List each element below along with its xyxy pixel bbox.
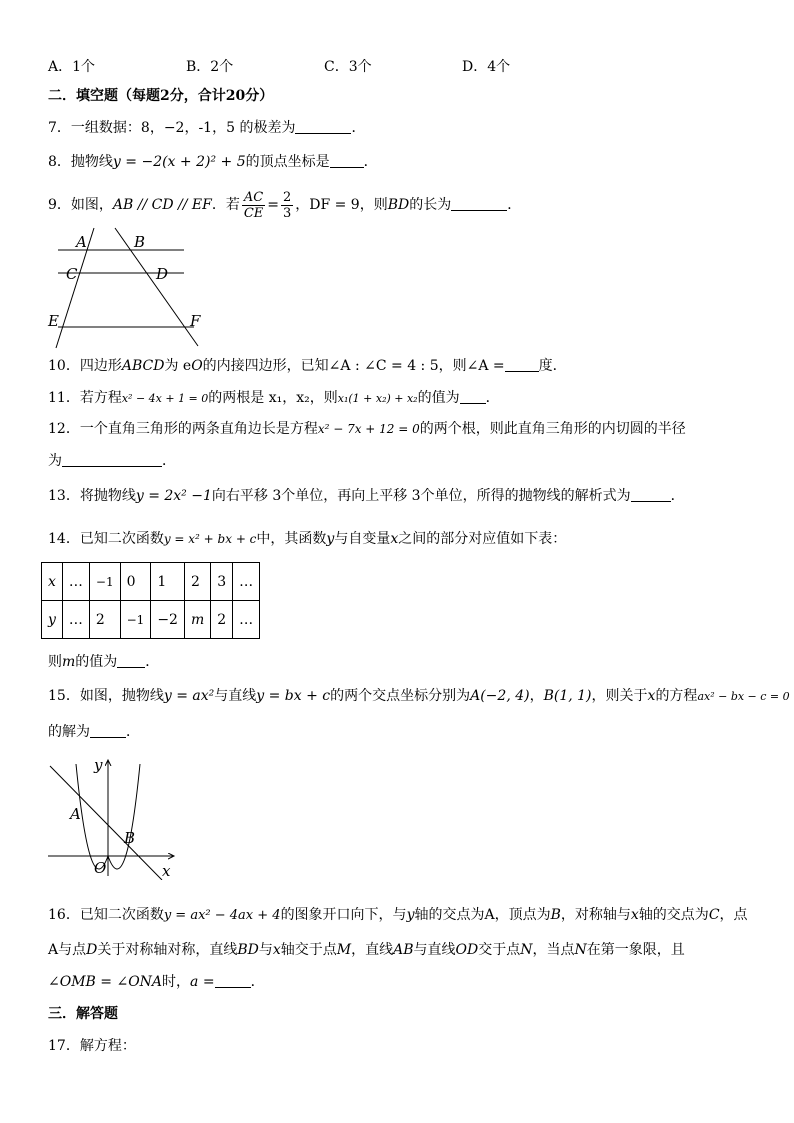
q8-pre: 8．抛物线 bbox=[48, 154, 113, 170]
value-table bbox=[41, 562, 260, 639]
q10-pre: 10．四边形 bbox=[48, 358, 122, 374]
q16-l2-mid7: ，当点 bbox=[532, 942, 575, 958]
question-10 bbox=[48, 356, 567, 376]
q8-formula: y = −2(x + 2)² + 5 bbox=[112, 154, 246, 170]
table-row bbox=[42, 601, 260, 639]
option-a: A．1个 bbox=[48, 59, 96, 75]
q14-eq: y = x² + bx + c bbox=[163, 532, 257, 546]
q9-blank[interactable] bbox=[451, 196, 507, 211]
q9-pre: 9．如图， bbox=[48, 197, 113, 213]
option-d: D．4个 bbox=[462, 59, 511, 75]
q12-blank[interactable] bbox=[62, 452, 162, 467]
q13-pre: 13．将抛物线 bbox=[48, 488, 136, 504]
q15-mid: 与直线 bbox=[214, 688, 257, 704]
q9-ratio-den: CE bbox=[243, 205, 264, 221]
q14-after-pre: 则 bbox=[48, 654, 62, 670]
q15-eq2: y = bx + c bbox=[256, 688, 331, 704]
label-f: F bbox=[190, 312, 201, 330]
q14-after-m: m bbox=[62, 654, 76, 670]
table-cell: y bbox=[42, 601, 63, 639]
question-8 bbox=[48, 152, 378, 172]
q16-l2-mid3: 轴交于点 bbox=[280, 942, 337, 958]
q14-pre: 14．已知二次函数 bbox=[48, 531, 164, 547]
transversal-ae bbox=[56, 228, 94, 348]
q15-line2: 的解为 bbox=[48, 724, 90, 740]
q9-frac-num: 2 bbox=[282, 189, 292, 205]
q9-bd: BD bbox=[387, 197, 410, 213]
q16-l2-mid5: 与直线 bbox=[413, 942, 456, 958]
question-11 bbox=[48, 388, 500, 409]
q11-pre: 11．若方程 bbox=[48, 390, 122, 406]
question-17: 17．解方程： bbox=[48, 1038, 136, 1054]
q14-after-end: ． bbox=[145, 654, 160, 670]
q16-l1-mid: 的图象开口向下，与 bbox=[280, 907, 407, 923]
q12-pre: 12．一个直角三角形的两条直角边长是方程 bbox=[48, 421, 318, 437]
q16-l1-end: ，点 bbox=[719, 907, 748, 923]
q13-eq: y = 2x² −1 bbox=[135, 488, 212, 504]
q14-post: 之间的部分对应值如下表： bbox=[398, 531, 567, 547]
q9-frac-den: 3 bbox=[282, 205, 292, 221]
q10-blank[interactable] bbox=[505, 357, 539, 372]
q16-l1-x: x bbox=[630, 907, 639, 923]
q9-mid: ．若 bbox=[211, 197, 240, 213]
q14-blank[interactable] bbox=[117, 653, 145, 668]
q15-mid3: ，则关于 bbox=[591, 688, 648, 704]
q11-expr: x₁(1 + x₂) + x₂ bbox=[337, 392, 418, 405]
question-12-line-1 bbox=[48, 419, 686, 439]
table-row bbox=[42, 563, 260, 601]
table-cell: m bbox=[184, 601, 210, 639]
table-cell: 3 bbox=[211, 563, 233, 601]
table-cell: x bbox=[42, 563, 63, 601]
label-x: x bbox=[162, 862, 171, 880]
figure-parabola-line bbox=[44, 756, 184, 880]
q7-text: 7．一组数据：8，−2，-1，5 的极差为 bbox=[48, 120, 296, 136]
figure-parallel-lines bbox=[46, 226, 216, 350]
label-o: O bbox=[94, 859, 107, 877]
q16-l2-d: D bbox=[86, 942, 98, 958]
q16-l1-mid4: 轴的交点为 bbox=[638, 907, 709, 923]
q16-l2-mid6: 交于点 bbox=[478, 942, 521, 958]
q16-l1-mid3: ，对称轴与 bbox=[560, 907, 631, 923]
table-cell: −1 bbox=[120, 601, 151, 639]
q16-l2-n: N bbox=[520, 942, 533, 958]
q11-post: 的值为 bbox=[417, 390, 460, 406]
q15-pa: A(−2, 4) bbox=[470, 688, 530, 704]
table-cell: … bbox=[62, 563, 89, 601]
q16-l2-m: M bbox=[336, 942, 352, 958]
question-14 bbox=[48, 529, 566, 549]
table-cell: −1 bbox=[89, 563, 120, 601]
q9-post: 的长为 bbox=[409, 197, 452, 213]
q16-l1-mid2: 轴的交点为A，顶点为 bbox=[414, 907, 551, 923]
q9-eq: = bbox=[267, 197, 279, 213]
question-15-line-2 bbox=[48, 722, 140, 742]
q8-post: 的顶点坐标是 bbox=[245, 154, 330, 170]
label-a: A bbox=[70, 805, 81, 823]
q16-l1-c: C bbox=[708, 907, 720, 923]
q15-blank[interactable] bbox=[90, 723, 126, 738]
q15-eq3: ax² − bx − c = 0 bbox=[697, 690, 790, 703]
q16-l1-pre: 16．已知二次函数 bbox=[48, 907, 164, 923]
transversal-bf bbox=[115, 228, 198, 346]
q16-l1-b: B bbox=[550, 907, 561, 923]
q16-blank[interactable] bbox=[215, 973, 251, 988]
option-c: C．3个 bbox=[324, 59, 372, 75]
q16-l2-od: OD bbox=[455, 942, 479, 958]
q15-pre: 15．如图，抛物线 bbox=[48, 688, 164, 704]
q14-mid: 中，其函数 bbox=[256, 531, 327, 547]
label-b: B bbox=[124, 829, 136, 847]
q12-eq: x² − 7x + 12 = 0 bbox=[317, 422, 420, 436]
q8-end: ． bbox=[363, 154, 378, 170]
table-cell: … bbox=[233, 563, 260, 601]
section-2-title: 二．填空题（每题2分，合计20分） bbox=[48, 88, 274, 104]
q16-l1-eq: y = ax² − 4ax + 4 bbox=[163, 908, 281, 923]
q9-ratio bbox=[242, 190, 265, 221]
question-12-line-2 bbox=[48, 451, 176, 471]
question-16-line-1 bbox=[48, 905, 748, 926]
label-a: A bbox=[76, 233, 87, 251]
q11-eq: x² − 4x + 1 = 0 bbox=[121, 392, 209, 405]
table-cell: 2 bbox=[184, 563, 210, 601]
q10-post: 的内接四边形，已知∠A : ∠C = 4 : 5，则∠A = bbox=[202, 358, 505, 374]
table-cell: 2 bbox=[89, 601, 120, 639]
question-16-line-3 bbox=[48, 972, 265, 992]
q11-mid: 的两根是 x₁，x₂，则 bbox=[208, 390, 338, 406]
table-cell: 2 bbox=[211, 601, 233, 639]
q10-mid: 为 e bbox=[164, 358, 192, 374]
q16-l3-a: a = bbox=[190, 974, 215, 990]
q15-mid2: 的两个交点坐标分别为 bbox=[330, 688, 471, 704]
q14-x: x bbox=[390, 531, 399, 547]
q15-pb: B(1, 1) bbox=[543, 688, 592, 704]
table-cell: … bbox=[233, 601, 260, 639]
q16-l2-pre: A与点 bbox=[48, 942, 87, 958]
q15-post: 的方程 bbox=[655, 688, 698, 704]
q12-post: 的两个根，则此直角三角形的内切圆的半径 bbox=[419, 421, 686, 437]
q13-post: 向右平移 3个单位，再向上平移 3个单位，所得的抛物线的解析式为 bbox=[211, 488, 631, 504]
question-7 bbox=[48, 118, 365, 138]
q11-end: ． bbox=[485, 390, 500, 406]
q16-l3-eq: ∠OMB = ∠ONA bbox=[48, 974, 163, 990]
q14-after-post: 的值为 bbox=[75, 654, 118, 670]
label-c: C bbox=[66, 265, 78, 283]
q12-line2: 为 bbox=[48, 453, 62, 469]
q12-end: ． bbox=[162, 453, 176, 469]
q16-l2-mid4: ，直线 bbox=[351, 942, 394, 958]
label-e: E bbox=[48, 312, 59, 330]
q14-y: y bbox=[326, 531, 335, 547]
question-14-answer bbox=[48, 652, 159, 672]
question-13 bbox=[48, 486, 685, 506]
q10-end: 度． bbox=[538, 358, 567, 374]
label-b: B bbox=[134, 233, 146, 251]
q16-l1-y: y bbox=[406, 907, 415, 923]
table-cell: −2 bbox=[151, 601, 185, 639]
table-cell: … bbox=[62, 601, 89, 639]
q16-l2-n2: N bbox=[574, 942, 587, 958]
q13-blank[interactable] bbox=[631, 487, 671, 502]
table-cell: 1 bbox=[151, 563, 185, 601]
question-15 bbox=[48, 686, 790, 707]
q11-blank[interactable] bbox=[460, 389, 486, 404]
q7-end: ． bbox=[351, 120, 366, 136]
q9-cond: ，DF = 9，则 bbox=[295, 197, 388, 213]
table-cell: 0 bbox=[120, 563, 151, 601]
q15-sep: ， bbox=[529, 688, 544, 704]
q9-end: ． bbox=[507, 197, 522, 213]
label-d: D bbox=[156, 265, 169, 283]
question-16-line-2 bbox=[48, 940, 685, 960]
label-y: y bbox=[94, 756, 103, 774]
q13-end: ． bbox=[670, 488, 685, 504]
q10-quad: ABCD bbox=[121, 358, 165, 374]
q16-l2-bd: BD bbox=[237, 942, 259, 958]
q16-l3-end: ． bbox=[250, 974, 265, 990]
q7-blank[interactable] bbox=[295, 119, 351, 134]
q14-mid2: 与自变量 bbox=[334, 531, 391, 547]
q8-blank[interactable] bbox=[330, 153, 364, 168]
q16-l2-ab: AB bbox=[393, 942, 414, 958]
q15-x: x bbox=[647, 688, 656, 704]
q16-l2-mid: 关于对称轴对称，直线 bbox=[97, 942, 238, 958]
q10-o: O bbox=[191, 358, 203, 374]
q9-ratio-num: AC bbox=[243, 189, 264, 205]
q9-parallel: AB // CD // EF bbox=[112, 197, 212, 213]
q16-l3-mid: 时， bbox=[162, 974, 191, 990]
q9-fraction bbox=[281, 190, 293, 221]
q16-l2-x: x bbox=[272, 942, 281, 958]
section-3-title: 三．解答题 bbox=[48, 1006, 118, 1022]
q15-end: ． bbox=[126, 724, 140, 740]
q16-l2-mid2: 与 bbox=[258, 942, 273, 958]
question-9 bbox=[48, 188, 521, 222]
q15-eq1: y = ax² bbox=[163, 688, 215, 704]
option-b: B．2个 bbox=[186, 59, 234, 75]
q16-l2-end: 在第一象限，且 bbox=[586, 942, 685, 958]
